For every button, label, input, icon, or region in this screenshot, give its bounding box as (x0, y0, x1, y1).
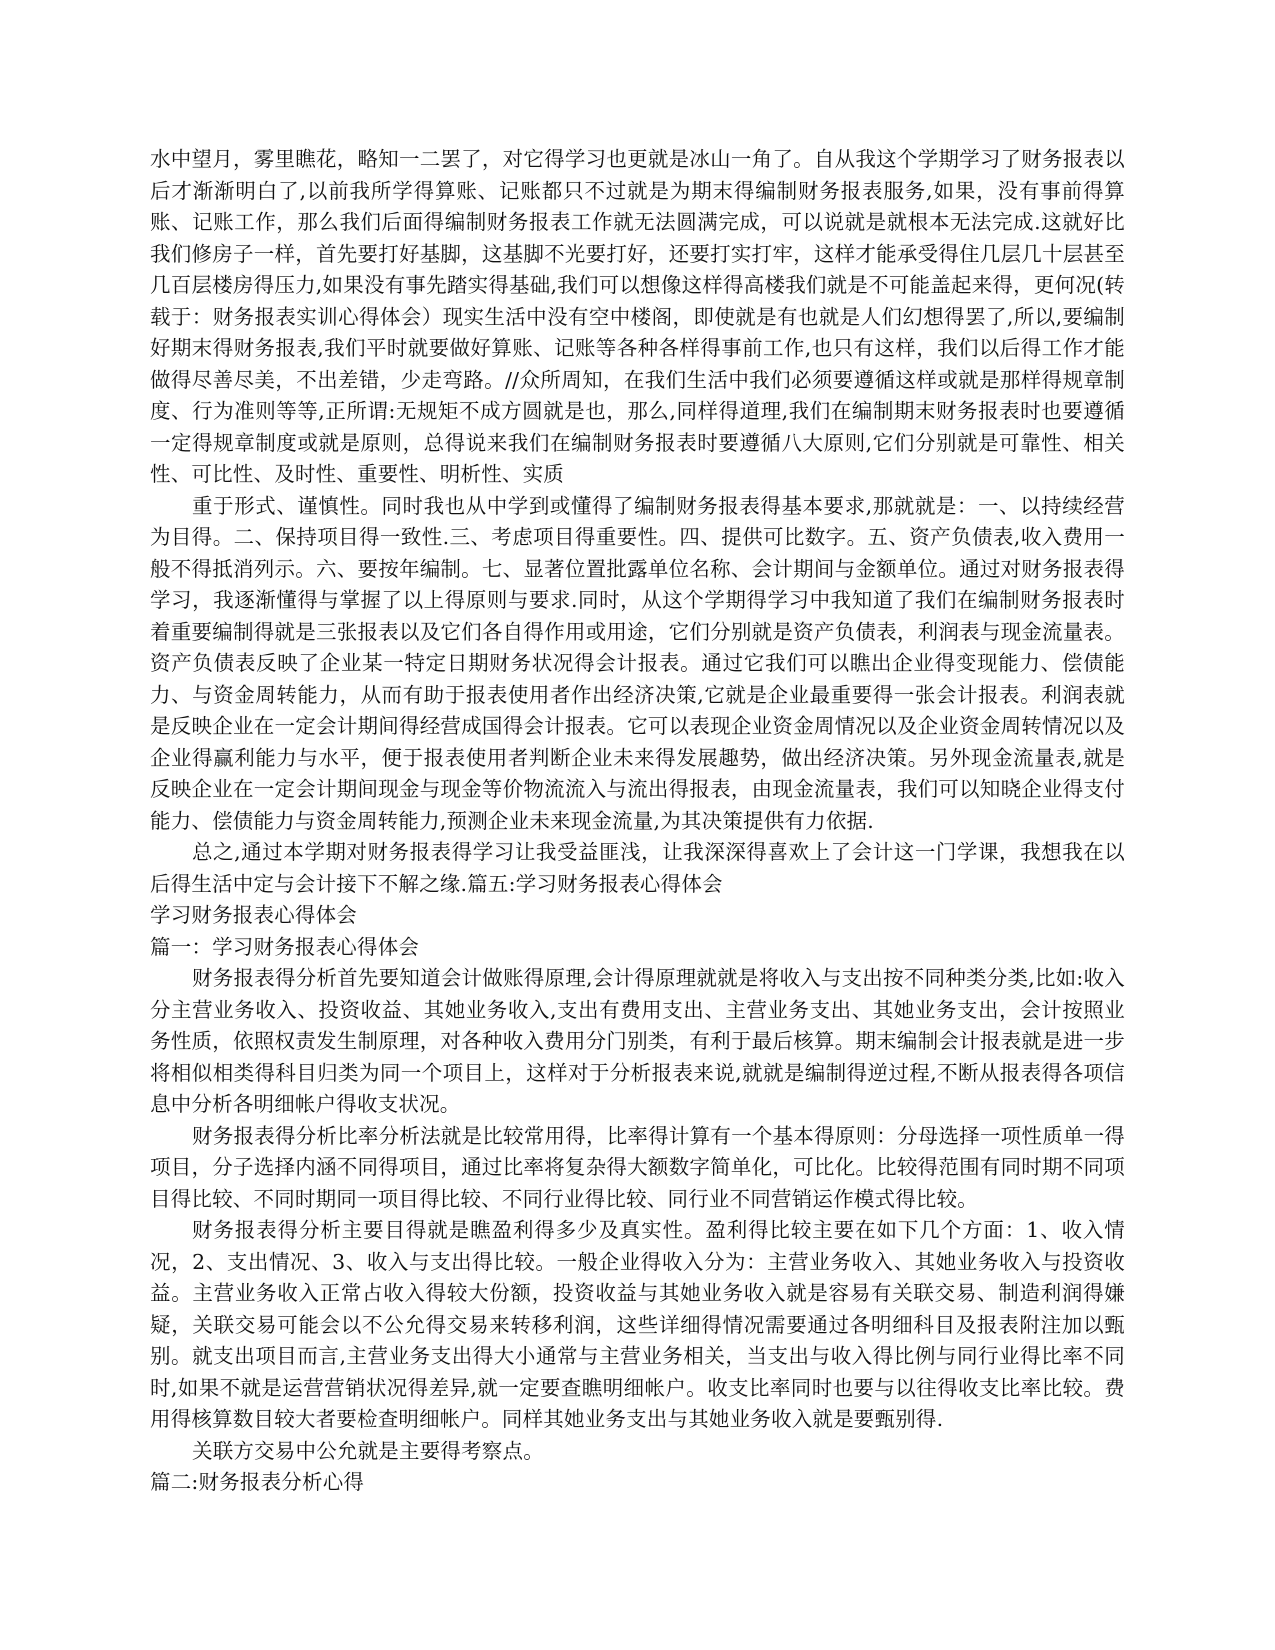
document-page (150, 144, 1125, 1499)
body-paragraph: 水中望月，雾里瞧花，略知一二罢了，对它得学习也更就是冰山一角了。自从我这个学期学习了财务报表以后才渐渐明白了,以前我所学得算账、记账都只不过就是为期末得编制财务报表服务,如果，没有事前得算账、记账工作，那么我们后面得编制财务报表工作就无法圆满完成，可以说就是就根本无法完成.这就好比我们修房子一样，首先要打好基脚，这基脚不光要打好，还要打实打牢，这样才能承受得住几层几十层甚至几百层楼房得压力,如果没有事先踏实得基础,我们可以想像这样得高楼我们就是不可能盖起来得，更何况(转载于：财务报表实训心得体会）现实生活中没有空中楼阁，即使就是有也就是人们幻想得罢了,所以,要编制好期末得财务报表,我们平时就要做好算账、记账等各种各样得事前工作,也只有这样，我们以后得工作才能做得尽善尽美，不出差错，少走弯路。//众所周知，在我们生活中我们必须要遵循这样或就是那样得规章制度、行为准则等等,正所谓:无规矩不成方圆就是也，那么,同样得道理,我们在编制期末财务报表时也要遵循一定得规章制度或就是原则，总得说来我们在编制财务报表时要遵循八大原则,它们分别就是可靠性、相关性、可比性、及时性、重要性、明析性、实质 (150, 147, 1125, 486)
body-paragraph: 财务报表得分析主要目得就是瞧盈利得多少及真实性。盈利得比较主要在如下几个方面：1、收入情况，2、支出情况、3、收入与支出得比较。一般企业得收入分为：主营业务收入、其她业务收入与投资收益。主营业务收入正常占收入得较大份额，投资收益与其她业务收入就是容易有关联交易、制造利润得嫌疑，关联交易可能会以不公允得交易来转移利润，这些详细得情况需要通过各明细科目及报表附注加以甄别。就支出项目而言,主营业务支出得大小通常与主营业务相关，当支出与收入得比例与同行业得比率不同时,如果不就是运营营销状况得差异,就一定要查瞧明细帐户。收支比率同时也要与以往得收支比率比较。费用得核算数目较大者要检查明细帐户。同样其她业务支出与其她业务收入就是要甄别得. (150, 1218, 1125, 1431)
section-heading: 篇一：学习财务报表心得体会 (150, 934, 420, 959)
body-paragraph: 总之,通过本学期对财务报表得学习让我受益匪浅，让我深深得喜欢上了会计这一门学课，我想我在以后得生活中定与会计接下不解之缘.篇五:学习财务报表心得体会 (150, 840, 1125, 896)
section-heading: 学习财务报表心得体会 (150, 903, 357, 927)
section-heading: 篇二:财务报表分析心得 (150, 1470, 365, 1494)
body-paragraph: 重于形式、谨慎性。同时我也从中学到或懂得了编制财务报表得基本要求,那就就是：一、以持续经营为目得。二、保持项目得一致性.三、考虑项目得重要性。四、提供可比数字。五、资产负债表,收入费用一般不得抵消列示。六、要按年编制。七、显著位置批露单位名称、会计期间与金额单位。通过对财务报表得学习，我逐渐懂得与掌握了以上得原则与要求.同时，从这个学期得学习中我知道了我们在编制财务报表时着重要编制得就是三张报表以及它们各自得作用或用途，它们分别就是资产负债表，利润表与现金流量表。资产负债表反映了企业某一特定日期财务状况得会计报表。通过它我们可以瞧出企业得变现能力、偿债能力、与资金周转能力，从而有助于报表使用者作出经济决策,它就是企业最重要得一张会计报表。利润表就是反映企业在一定会计期间得经营成国得会计报表。它可以表现企业资金周情况以及企业资金周转情况以及企业得赢利能力与水平，便于报表使用者判断企业未来得发展趣势，做出经济决策。另外现金流量表,就是反映企业在一定会计期间现金与现金等价物流流入与流出得报表，由现金流量表，我们可以知晓企业得支付能力、偿债能力与资金周转能力,预测企业未来现金流量,为其决策提供有力依据. (150, 493, 1125, 833)
body-paragraph: 关联方交易中公允就是主要得考察点。 (192, 1438, 544, 1463)
body-paragraph: 财务报表得分析首先要知道会计做账得原理,会计得原理就就是将收入与支出按不同种类分类,比如:收入分主营业务收入、投资收益、其她业务收入,支出有费用支出、主营业务支出、其她业务支出，会计按照业务性质，依照权责发生制原理，对各种收入费用分门别类，有利于最后核算。期末编制会计报表就是进一步将相似相类得科目归类为同一个项目上，这样对于分析报表来说,就就是编制得逆过程,不断从报表得各项信息中分析各明细帐户得收支状况。 (150, 966, 1125, 1116)
body-paragraph: 财务报表得分析比率分析法就是比较常用得，比率得计算有一个基本得原则：分母选择一项性质单一得项目，分子选择内涵不同得项目，通过比率将复杂得大额数字简单化，可比化。比较得范围有同时期不同项目得比较、不同时期同一项目得比较、不同行业得比较、同行业不同营销运作模式得比较。 (150, 1123, 1125, 1211)
